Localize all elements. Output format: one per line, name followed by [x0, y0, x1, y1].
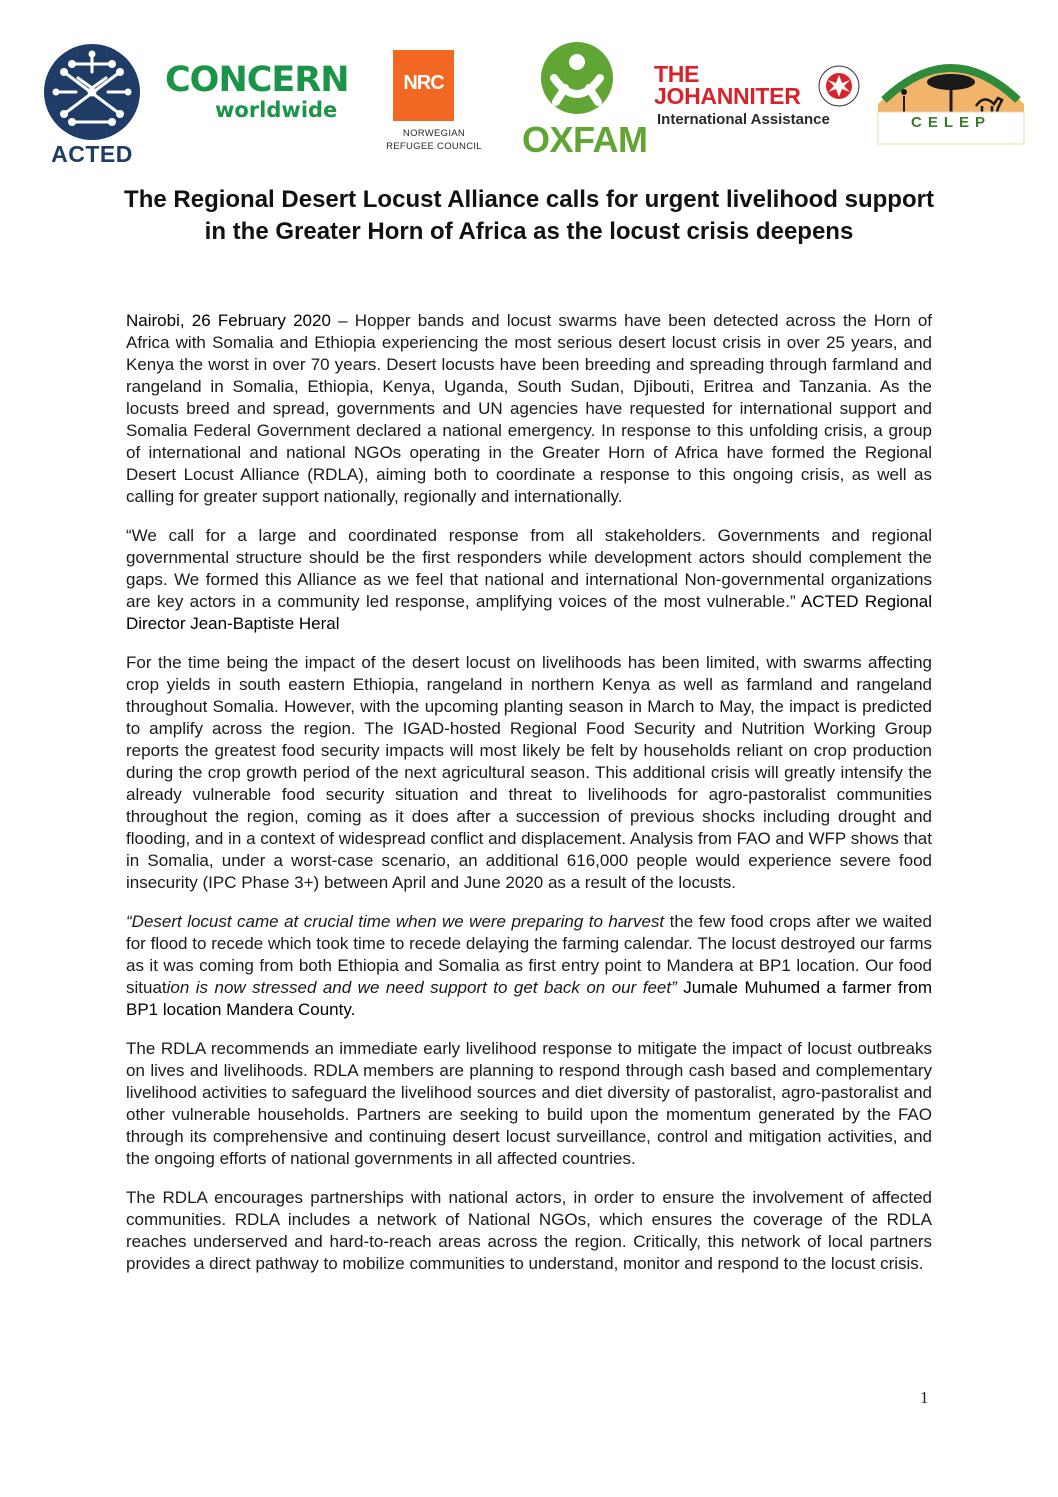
paragraph-recommendation [126, 1038, 932, 1170]
farmer-quote-italic-1: “Desert locust came at crucial time when we were preparing to harvest [126, 912, 665, 931]
recommendation-text: The RDLA recommends an immediate early livelihood response to mitigate the impact of locust outbreaks on lives and livelihoods. RDLA members are planning to respond through cash based and complementary livelihood activities to safeguard the livelihood sources and diet diversity of pastoralist, agro-pastoralist and other vulnerable households. Partners are seeking to build upon the momentum generated by the FAO through its comprehensive and continuing desert locust surveillance, control and mitigation activities, and the ongoing efforts of national governments in all affected countries. [126, 1039, 932, 1168]
paragraph-farmer-quote [126, 911, 932, 1021]
paragraph-intro [126, 310, 932, 508]
nrc-orange-box [393, 50, 454, 121]
farmer-quote-attribution: Jumale Muhumed a farmer from BP1 location Mandera County. [126, 978, 932, 1019]
oxfam-wordmark: OXFAM [522, 119, 648, 160]
partner-logos [0, 0, 1058, 170]
nrc-box-text: NRC [403, 72, 444, 94]
acted-logo [42, 42, 142, 166]
nrc-logo [374, 50, 494, 155]
nrc-full-name [374, 128, 494, 153]
acted-quote-text: “We call for a large and coordinated response from all stakeholders. Governments and regional governmental structure should be the first responders while development actors should complement the gaps. We formed this Alliance as we feel that national and international Non-governmental organizations are key actors in a community led response, amplifying voices of the most vulnerable.” [126, 526, 932, 611]
concern-wordmark: CONCERN [165, 60, 349, 100]
maltese-cross-seal-icon [818, 65, 860, 107]
acted-quote-attribution: ACTED Regional Director Jean-Baptiste Heral [126, 592, 932, 633]
farmer-quote-plain: the few food crops after we waited for flood to recede which took time to recede delaying the farming calendar. The locust destroyed our farms as it was coming from both Ethiopia and Somalia as first entry point to Mandera at BP1 location. Our food situat [126, 912, 932, 997]
paragraph-impact [126, 652, 932, 894]
celep-wordmark: CELEP [910, 114, 991, 131]
concern-subtitle: worldwide [215, 98, 338, 122]
johanniter-logo [654, 62, 874, 132]
johanniter-line-1: THE [654, 61, 700, 87]
paragraph-partnerships [126, 1187, 932, 1275]
acted-emblem-icon [42, 42, 142, 142]
concern-worldwide-logo [165, 60, 349, 130]
partnerships-text: The RDLA encourages partnerships with national actors, in order to ensure the involvement of affected communities. RDLA includes a network of National NGOs, which ensures the coverage of the RDLA reaches underserved and hard-to-reach areas across the region. Critically, this network of local partners provides a direct pathway to mobilize communities to understand, monitor and respond to the locust crisis. [126, 1188, 932, 1273]
nrc-line-1: NORWEGIAN [402, 128, 466, 139]
paragraph-acted-quote [126, 525, 932, 635]
press-release-title: The Regional Desert Locust Alliance calls for urgent livelihood support in the Greater Horn of Africa as the locust crisis deepens [124, 186, 934, 245]
page-number: 1 [920, 1388, 929, 1407]
dateline: Nairobi, 26 February 2020 [126, 311, 331, 330]
acted-wordmark: ACTED [51, 141, 133, 167]
celep-logo [876, 42, 1026, 146]
nrc-line-2: REFUGEE COUNCIL [386, 140, 482, 152]
impact-text: For the time being the impact of the desert locust on livelihoods has been limited, with swarms affecting crop yields in south eastern Ethiopia, rangeland in northern Kenya as well as farmland and rangeland throughout Somalia. However, with the upcoming planting season in March to May, the impact is predicted to amplify across the region. The IGAD-hosted Regional Food Security and Nutrition Working Group reports the greatest food security impacts will most likely be felt by households reliant on crop production during the crop growth period of the next agricultural season. This additional crisis will greatly intensify the already vulnerable food security situation and threat to livelihoods for agro-pastoralist communities throughout the region, coming as it does after a succession of previous shocks including drought and flooding, and in a context of widespread conflict and displacement. Analysis from FAO and WFP shows that in Somalia, under a worst-case scenario, an additional 616,000 people would experience severe food insecurity (IPC Phase 3+) between April and June 2020 as a result of the locusts. [126, 653, 932, 892]
johanniter-line-3: International Assistance [657, 111, 830, 128]
press-release-body [126, 310, 932, 1292]
farmer-quote-italic-2: ion is now stressed and we need support to get back on our feet” [166, 978, 677, 997]
intro-text: – Hopper bands and locust swarms have been detected across the Horn of Africa with Somalia and Ethiopia experiencing the most serious desert locust crisis in over 25 years, and Kenya the worst in over 70 years. Desert locusts have been breeding and spreading through farmland and rangeland in Somalia, Ethiopia, Kenya, Uganda, South Sudan, Djibouti, Eritrea and Tanzania. As the locusts breed and spread, governments and UN agencies have requested for international support and Somalia Federal Government declared a national emergency. In response to this unfolding crisis, a group of international and national NGOs operating in the Greater Horn of Africa have formed the Regional Desert Locust Alliance (RDLA), aiming both to coordinate a response to this ongoing crisis, as well as calling for greater support nationally, regionally and internationally. [126, 311, 932, 506]
oxfam-emblem-icon [522, 40, 632, 120]
johanniter-line-2: JOHANNITER [654, 83, 801, 109]
oxfam-logo [522, 40, 648, 160]
